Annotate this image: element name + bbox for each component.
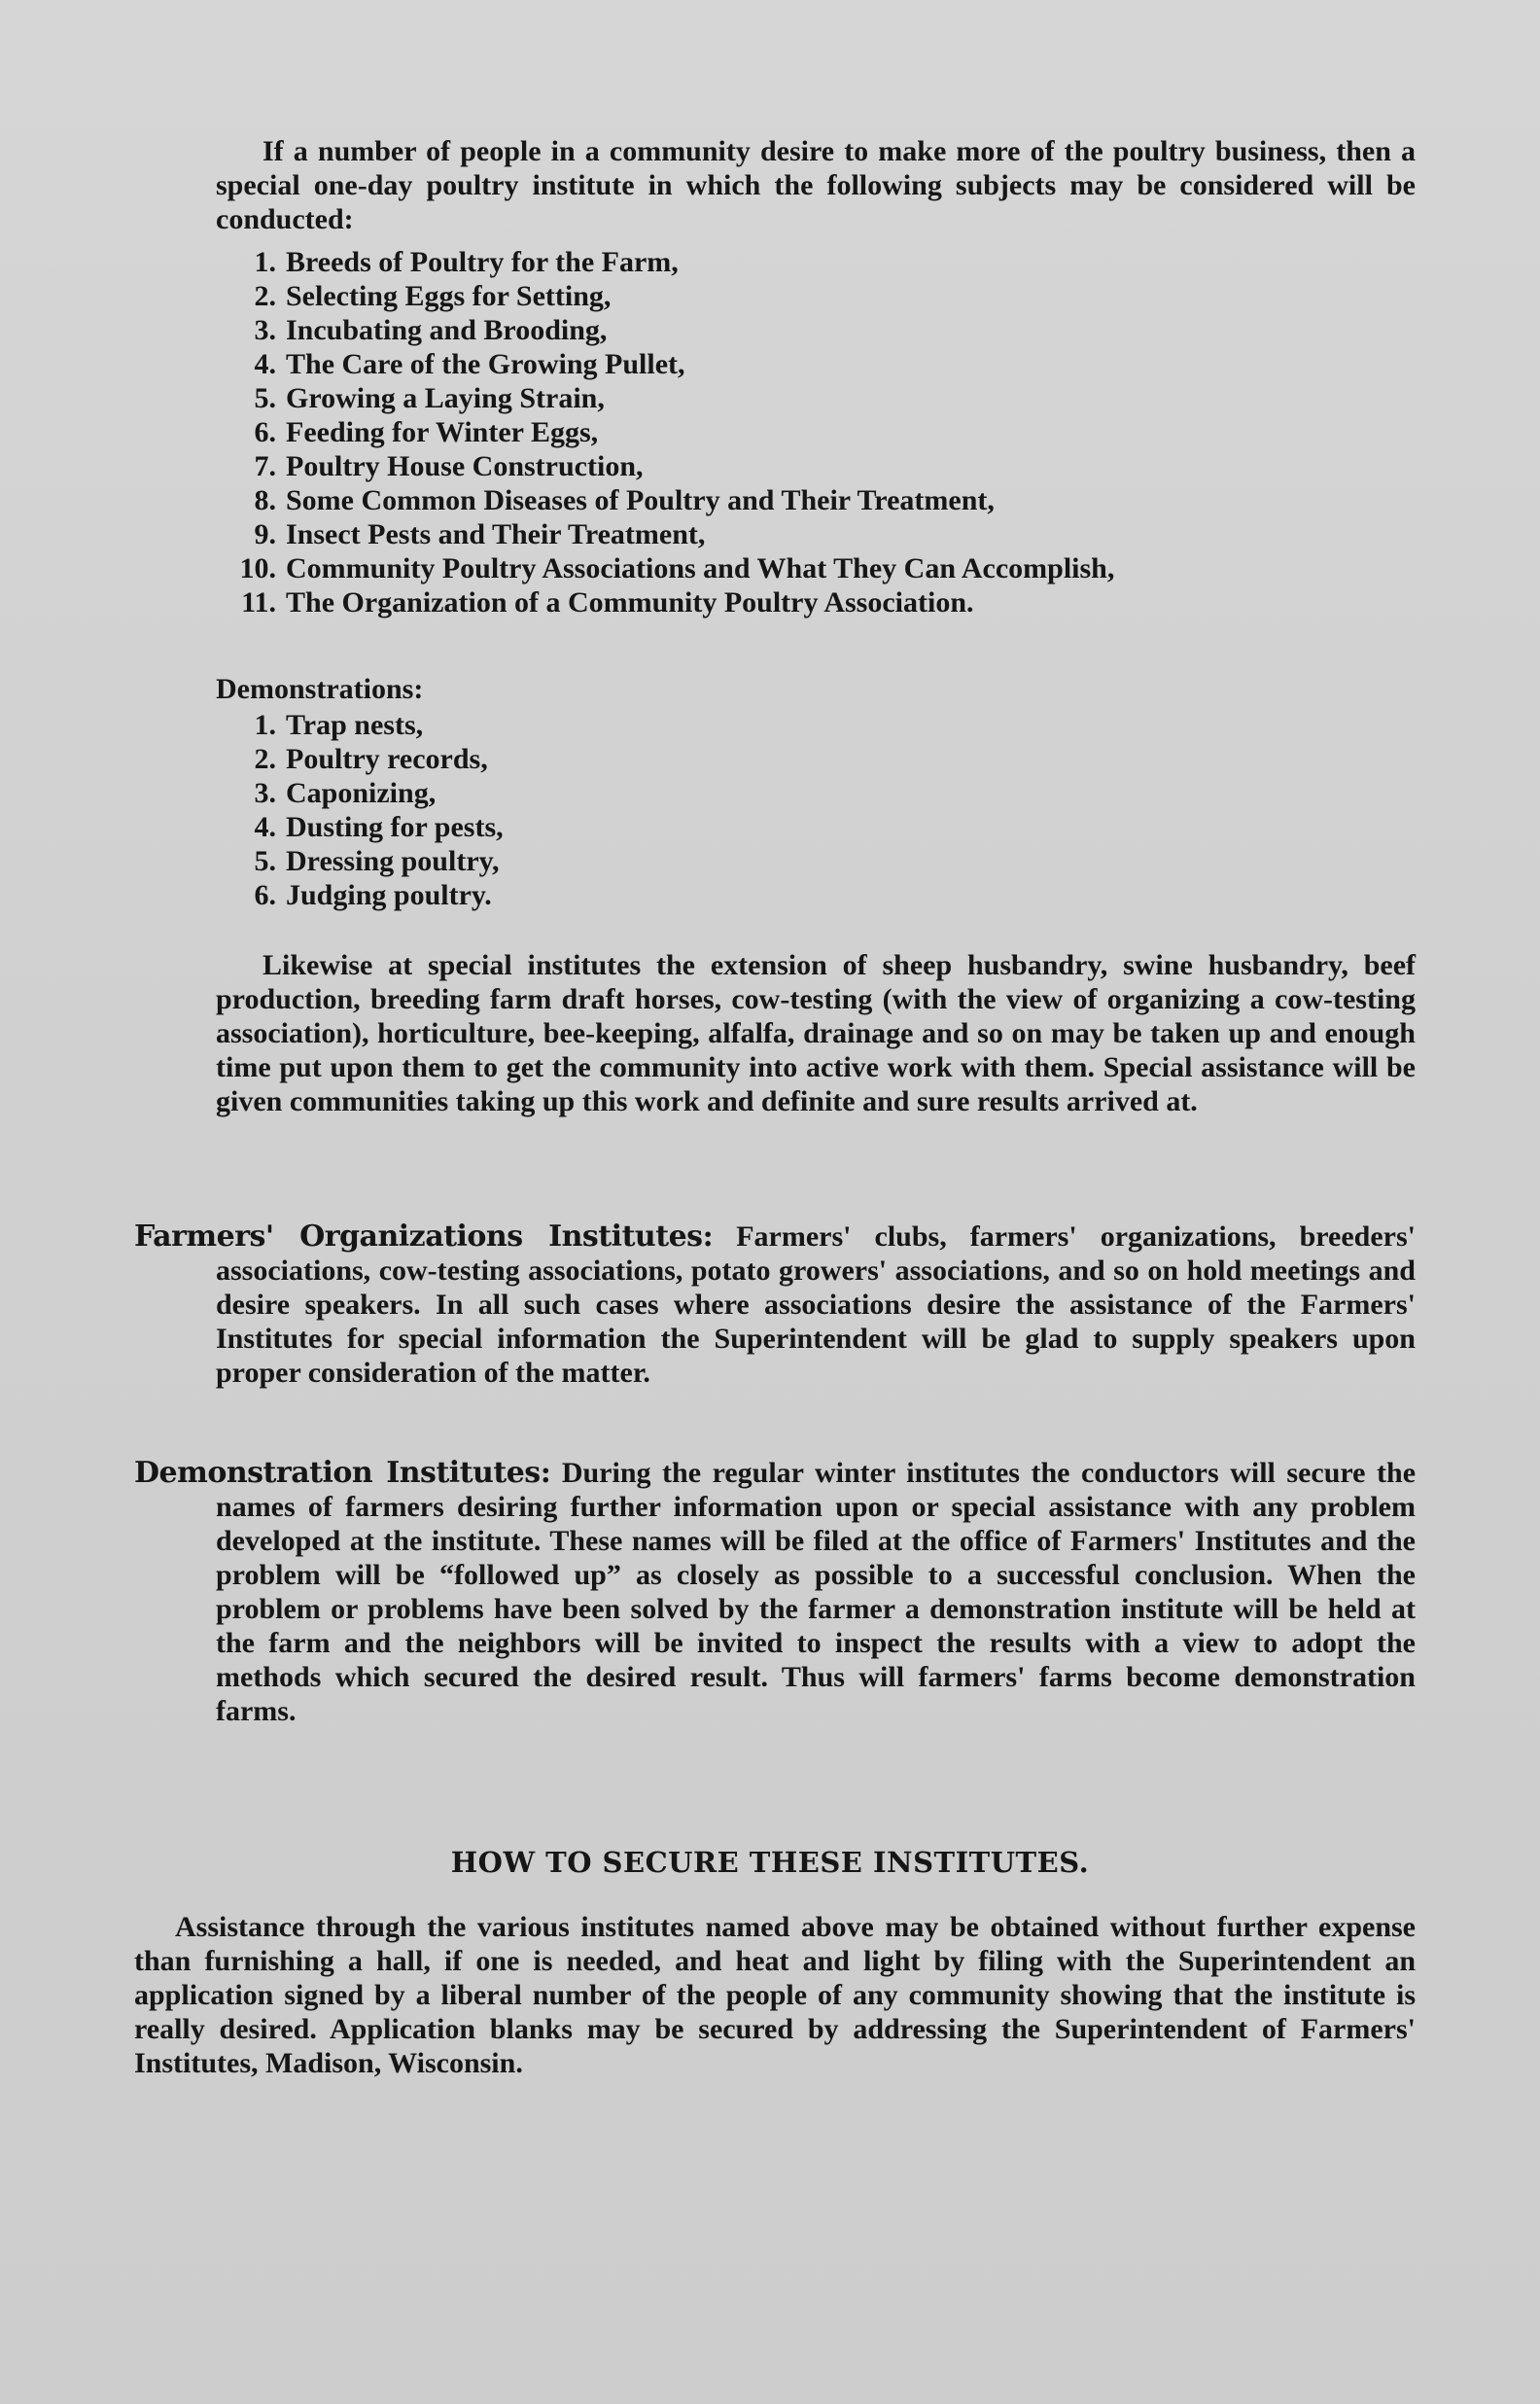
list-item: 6. Feeding for Winter Eggs, <box>254 416 599 448</box>
secure-paragraph: Assistance through the various institutes named above may be obtained without further expense than furnishing a hall, if one is needed, and heat and light by filing with the Superintendent an application signed by a liberal number of the people of any community showing that the institute is really desired. Application blanks may be secured by addressing the Superintendent of Farmers' Institutes, Madison, Wisconsin. <box>134 1911 1416 2079</box>
demonstrations-list <box>216 708 994 912</box>
list-item: 1. Trap nests, <box>254 709 424 741</box>
list-item: 11. The Organization of a Community Poultry Association. <box>241 586 974 619</box>
list-item: 4. The Care of the Growing Pullet, <box>254 348 685 380</box>
demonstration-institutes-body: During the regular winter institutes the conductors will secure the names of farmers desiring further information upon or special assistance with any problem developed at the institute. These names will be filed at the office of Farmers' Institutes and the problem will be “followed up” as closely as possible to a successful conclusion. When the problem or problems have been solved by the farmer a demonstration institute will be held at the farm and the neighbors will be invited to inspect the results with a view to adopt the methods which secured the desired result. Thus will farmers' farms become demonstration farms. <box>216 1457 1417 1727</box>
farmers-organizations-body: Farmers' clubs, farmers' organizations, breeders' associations, cow-testing associations, potato growers' associations, and so on hold meetings and desire speakers. In all such cases where associations desire the assistance of the Farmers' Institutes for special information the Superintendent will be glad to supply speakers upon proper consideration of the matter. <box>216 1220 1417 1389</box>
list-item: 9. Insect Pests and Their Treatment, <box>254 518 706 550</box>
demonstrations-label: Demonstrations: <box>216 673 424 705</box>
section-heading: HOW TO SECURE THESE INSTITUTES. <box>450 1846 1090 1879</box>
likewise-paragraph: Likewise at special institutes the extension of sheep husbandry, swine husbandry, beef production, breeding farm draft horses, cow-testing (with the view of organizing a cow-testing association), horticulture, bee-keeping, alfalfa, drainage and so on may be taken up and enough time put upon them to get the community into active work with them. Special assistance will be given communities taking up this work and definite and sure results arrived at. <box>216 949 1416 1117</box>
list-item: 7. Poultry House Construction, <box>254 450 644 482</box>
list-item: 8. Some Common Diseases of Poultry and Their Treatment, <box>254 484 995 516</box>
list-item: 5. Dressing poultry, <box>254 845 500 877</box>
list-item: 10. Community Poultry Associations and What They Can Accomplish, <box>239 552 1115 584</box>
list-item: 6. Judging poultry. <box>254 879 492 911</box>
intro-paragraph: If a number of people in a community desire to make more of the poultry business, then a special one-day poultry institute in which the following subjects may be considered will be conducted: <box>216 135 1416 235</box>
list-item: 2. Poultry records, <box>254 743 488 775</box>
list-item: 2. Selecting Eggs for Setting, <box>254 280 612 312</box>
farmers-organizations-paragraph <box>134 1220 1416 1390</box>
farmers-organizations-heading: Farmers' Organizations Institutes: <box>134 1220 714 1254</box>
demonstration-institutes-paragraph <box>134 1456 1416 1728</box>
list-item: 1. Breeds of Poultry for the Farm, <box>254 246 679 278</box>
list-item: 4. Dusting for pests, <box>254 811 504 843</box>
demonstration-institutes-heading: Demonstration Institutes: <box>134 1456 551 1490</box>
list-item: 3. Caponizing, <box>254 777 437 809</box>
list-item: 5. Growing a Laying Strain, <box>254 382 605 414</box>
list-item: 3. Incubating and Brooding, <box>254 314 608 346</box>
poultry-subjects-list <box>216 245 1416 619</box>
